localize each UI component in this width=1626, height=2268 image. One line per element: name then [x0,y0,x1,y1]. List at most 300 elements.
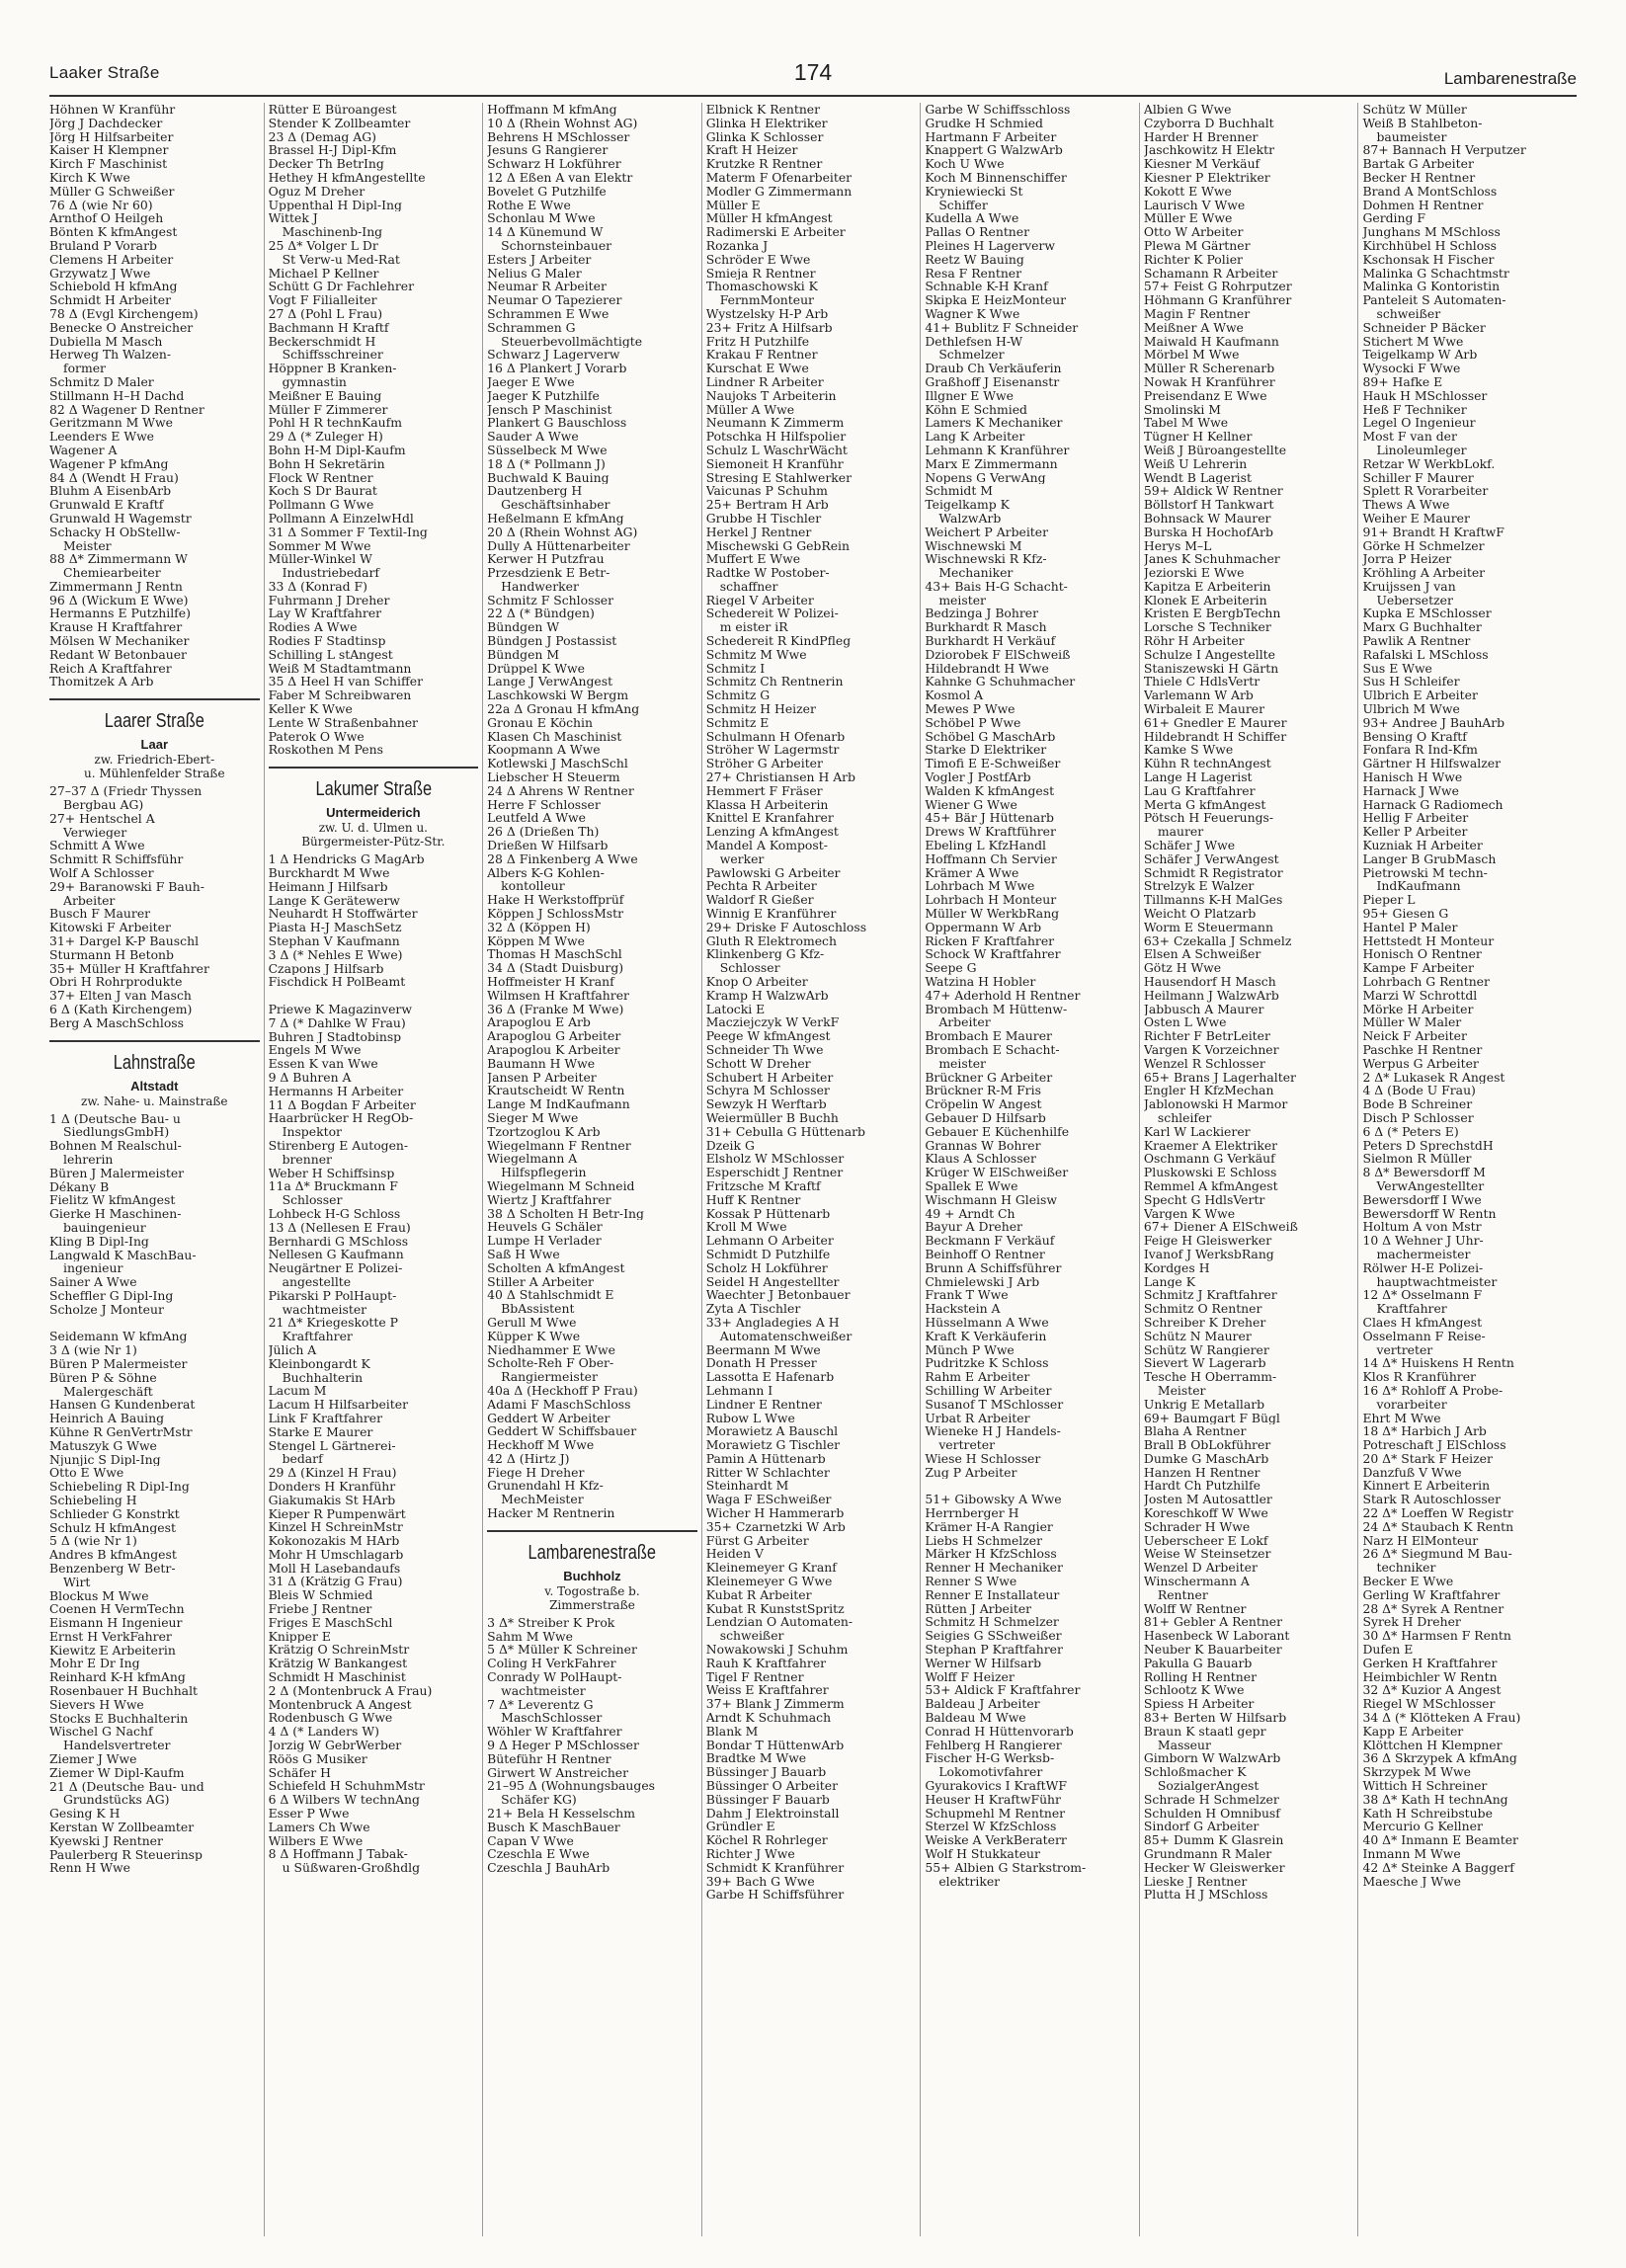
directory-entry: 55+ Albien G Starkstrom- [925,1860,1087,1875]
directory-entry: Liebs H Schmelzer [925,1533,1043,1548]
directory-entry: Nowakowski J Schuhm [705,1643,849,1657]
directory-entry: Starke E Maurer [268,1424,373,1439]
directory-entry: Koreschkoff W Wwe [1143,1506,1268,1520]
directory-entry: Berg A MaschSchloss [49,1015,185,1030]
directory-entry: Ehrt M Wwe [1362,1411,1441,1425]
directory-entry: Gesing K H [49,1807,121,1822]
directory-entry: Mörke H Arbeiter [1362,1002,1474,1016]
directory-entry: Fiege H Dreher [487,1465,585,1480]
directory-entry: Heß F Techniker [1362,402,1467,417]
directory-entry: Karl W Lackierer [1143,1124,1251,1139]
directory-entry: Mercurio G Kellner [1362,1820,1483,1834]
directory-entry: Osselmann F Reise- [1362,1329,1486,1343]
directory-entry: Uppenthal H Dipl-Ing [268,198,402,212]
directory-entry: Schmitt R Schiffsführ [49,852,184,867]
directory-entry: Kuzniak H Arbeiter [1362,839,1483,852]
directory-entry: Brombach M Hüttenw- [925,1002,1068,1016]
directory-entry: bedarf [282,1452,323,1467]
directory-entry: Lehmann K Kranführer [925,443,1070,457]
directory-entry: Renner E Installateur [925,1587,1060,1602]
directory-entry: 89+ Hafke E [1362,374,1443,389]
directory-entry: Ivanof J WerksbRang [1143,1247,1274,1261]
directory-entry: Latocki E [705,1002,766,1016]
directory-entry: Riegel W MSchlosser [1362,1697,1496,1712]
directory-entry: Müller E Wwe [1143,211,1233,226]
directory-entry: Feige H Gleiswerker [1143,1234,1272,1248]
directory-entry: Stender K Zollbeamter [268,116,411,130]
district-name: Untermeiderich [326,805,421,821]
directory-entry: Stephan V Kaufmann [268,934,400,948]
directory-entry: Mischewski G GebRein [705,538,850,553]
directory-entry: 38 Δ Scholten H Betr-Ing [487,1206,644,1221]
directory-entry: Langwald K MaschBau- [49,1248,197,1262]
directory-entry: Heßelmann E kfmAng [487,511,624,526]
directory-entry: Klaus A Schlosser [925,1152,1036,1167]
directory-entry: Büssinger F Bauarb [705,1792,830,1807]
directory-entry: Schiebold H kfmAng [49,280,178,294]
directory-entry: Kossak P Hüttenarb [705,1206,831,1221]
directory-entry: werker [719,851,765,866]
directory-entry: Wiegelmann A [487,1152,578,1167]
directory-entry: techniker [1376,1561,1436,1576]
directory-entry: Janes K Schuhmacher [1143,552,1280,567]
directory-entry: Kapp E Arbeiter [1362,1724,1464,1739]
directory-entry: Malinka G Kontoristin [1362,280,1501,294]
directory-entry: 25 Δ* Volger L Dr [268,238,378,253]
directory-entry: Engels M Wwe [268,1043,362,1058]
directory-entry: Stark R Autoschlosser [1362,1493,1502,1507]
directory-entry: Sterzel W KfzSchloss [925,1820,1057,1834]
directory-entry: Rauh K Kraftfahrer [705,1656,827,1670]
directory-entry: Schrammen E Wwe [487,306,610,321]
directory-entry: Graßhoff J Eisenanstr [925,374,1060,389]
directory-entry: Schütz W Müller [1362,103,1467,117]
directory-entry: Plutta H J MSchloss [1143,1888,1268,1903]
directory-entry: Schulz L WaschrWächt [705,443,848,457]
directory-entry: Sauder A Wwe [487,430,579,444]
directory-entry: Vargen K Wwe [1143,1206,1236,1221]
directory-entry: Rodies A Wwe [268,620,358,635]
directory-entry: Czeschla E Wwe [487,1847,590,1862]
directory-entry: Büteführ H Rentner [487,1751,611,1766]
directory-entry: Kraftfahrer [1376,1302,1447,1316]
directory-entry: Danzfuß V Wwe [1362,1465,1462,1480]
directory-entry: Tügner H Kellner [1143,430,1253,444]
directory-entry: Plankert G Bauschloss [487,416,627,431]
directory-entry: 96 Δ (Wickum E Wwe) [49,593,189,608]
directory-entry: Tesche H Oberramm- [1143,1370,1277,1384]
directory-entry: 34 Δ (Stadt Duisburg) [487,961,624,975]
directory-entry: Hoffmeister H Kranf [487,975,614,989]
directory-entry: Maiwald H Kaufmann [1143,334,1279,349]
directory-entry: Geritzmann M Wwe [49,416,173,431]
directory-entry: Weise W Steinsetzer [1143,1547,1271,1562]
directory-entry: Hildebrandt H Wwe [925,661,1049,676]
directory-entry: Pawlowski G Arbeiter [705,865,841,880]
directory-entry: 7 Δ* Leverentz G [487,1697,594,1712]
directory-entry: Panteleit S Automaten- [1362,293,1506,307]
directory-entry: 40 Δ* Inmann E Beamter [1362,1833,1518,1847]
page-number: 174 [793,59,833,85]
directory-entry: 42 Δ* Steinke A Baggerf [1362,1860,1514,1875]
directory-entry: Kristen E BergbTechn [1143,607,1281,621]
directory-entry: Schäfer H [268,1765,331,1780]
directory-entry: Ströher G Arbeiter [705,757,823,771]
directory-entry: Pamin A Hüttenarb [705,1451,826,1466]
directory-entry: vertreter [938,1438,996,1452]
directory-entry: Grundmann R Maler [1143,1847,1272,1861]
directory-entry: Brückner G Arbeiter [925,1070,1053,1085]
directory-entry: Vogt F Filialleiter [268,293,377,307]
directory-entry: Weicht O Platzarb [1143,907,1257,921]
directory-entry: Claes H kfmAngest [1362,1315,1483,1330]
directory-entry: Lohrbach M Wwe [925,879,1035,894]
directory-entry: Rafalski L MSchloss [1362,647,1489,662]
directory-entry: Baldeau J Arbeiter [925,1697,1040,1712]
directory-entry: Stichert M Wwe [1362,334,1464,349]
directory-entry: Schmitz I [705,661,766,676]
street-extent: zw. Nahe- u. Mainstraße [81,1094,228,1108]
directory-entry: Blank M [705,1724,759,1739]
directory-entry: Benzenberg W Betr- [49,1561,176,1576]
directory-entry: Geschäftsinhaber [501,498,610,512]
directory-entry: Pollmann A EinzelwHdl [268,511,414,526]
directory-entry: 45+ Bär J Hüttenarb [925,811,1054,826]
street-extent: Zimmerstraße [549,1597,635,1612]
directory-entry: Kirch F Maschinist [49,157,168,171]
directory-entry: Kyewski J Rentner [49,1833,163,1848]
directory-entry: Knittel E Kranfahrer [705,811,834,826]
directory-entry: Marx E Zimmermann [925,456,1058,471]
directory-entry: Brall B ObLokführer [1143,1438,1271,1452]
street-name: Laarer Straße [104,710,204,733]
directory-entry: Drews W Kraftführer [925,825,1056,840]
directory-entry: Sielmon R Müller [1362,1152,1472,1167]
directory-entry: Schiefeld H SchuhmMstr [268,1779,425,1794]
directory-entry: 38 Δ* Kath H technAng [1362,1792,1508,1807]
directory-entry: Lange K [1143,1274,1195,1289]
directory-entry: Bewersdorff W Rentn [1362,1206,1497,1221]
directory-entry: Schneider P Bäcker [1362,320,1486,335]
directory-entry: Fritz H Putzhilfe [705,334,810,349]
directory-entry: Remmel A kfmAngest [1143,1178,1278,1193]
directory-entry: Wenzel R Schlosser [1143,1056,1265,1071]
directory-entry: Seidemann W kfmAng [49,1330,188,1344]
directory-entry: Jansen P Arbeiter [487,1070,597,1085]
directory-entry: Automatenschweißer [719,1329,853,1343]
directory-entry: Kinnert E Arbeiterin [1362,1479,1491,1494]
directory-entry: 14 Δ* Huiskens H Rentn [1362,1356,1514,1371]
directory-entry: Lamers Ch Wwe [268,1820,370,1834]
directory-entry: Harnack J Wwe [1362,783,1459,798]
directory-entry: Pakulla G Bauarb [1143,1656,1253,1670]
directory-entry: Ziemer J Wwe [49,1752,137,1766]
directory-entry: Weiß J Büroangestellte [1143,443,1287,457]
directory-entry: Pleines H Lagerverw [925,238,1055,253]
directory-entry: Lange K Gerätewerw [268,893,400,908]
directory-entry: Matuszyk G Wwe [49,1438,157,1453]
directory-entry: Garbe H Schiffsführer [705,1888,845,1903]
directory-entry: Schupmehl M Rentner [925,1806,1066,1821]
directory-entry: Schäfer J VerwAngest [1143,851,1279,866]
directory-entry: Lau G Kraftfahrer [1143,783,1256,798]
directory-entry: Beckerschmidt H [268,334,376,349]
directory-entry: Disch P Schlosser [1362,1110,1474,1125]
directory-entry: Mörbel M Wwe [1143,348,1240,363]
directory-entry: 21+ Bela H Kesselschm [487,1807,636,1821]
directory-entry: 7 Δ (* Dahlke W Frau) [268,1015,406,1030]
directory-entry: Stocks E Buchhalterin [49,1711,189,1726]
directory-entry: Bewersdorff I Wwe [1362,1192,1482,1207]
header-rule [49,95,1577,97]
directory-entry: Faber M Schreibwaren [268,688,412,703]
street-extent: v. Togostraße b. [544,1583,640,1598]
directory-entry: Brombach E Schacht- [925,1042,1060,1057]
directory-entry: Most F van der [1362,430,1457,444]
directory-entry: Montenbruck A Angest [268,1697,412,1712]
directory-entry: Schöbel P Wwe [925,715,1021,730]
directory-entry: Höppner B Kranken- [268,362,397,375]
directory-entry: Pikarski P PolHaupt- [268,1288,397,1303]
directory-entry: Kotlewski J MaschSchl [487,757,628,771]
directory-entry: Seepe G [925,961,977,975]
directory-entry: Wischel G Nachf [49,1725,153,1740]
street-heading [49,1040,260,1108]
directory-entry: Harder H Brenner [1143,129,1259,144]
directory-entry: Pluskowski E Schloss [1143,1166,1277,1179]
directory-entry: Arndt K Schuhmach [705,1711,832,1725]
directory-entry: 24 Δ Ahrens W Rentner [487,783,634,798]
directory-entry: 53+ Aldick F Kraftfahrer [925,1683,1081,1698]
directory-column [49,103,264,2236]
directory-entry: Radimerski E Arbeiter [705,225,846,239]
directory-entry: Hanzen H Rentner [1143,1465,1260,1480]
directory-entry: Stirenberg E Autogen- [268,1138,409,1153]
directory-entry: Baldeau M Wwe [925,1711,1026,1725]
directory-entry: Arapoglou E Arb [487,1015,591,1030]
directory-entry: Kath H Schreibstube [1362,1806,1493,1821]
directory-entry: Koch U Wwe [925,157,1005,171]
directory-entry: Unkrig E Metallarb [1143,1397,1265,1412]
directory-entry: Schmidt K Kranführer [705,1860,845,1875]
directory-entry: Wolff W Rentner [1143,1601,1247,1616]
directory-entry: 2 Δ (Montenbruck A Frau) [268,1683,433,1698]
directory-entry: Timofi E E-Schweißer [925,757,1061,771]
directory-entry: Sainer A Wwe [49,1275,137,1289]
directory-entry: Schütt G Dr Fachlehrer [268,280,415,294]
directory-entry: Müller G Schweißer [49,184,175,199]
directory-entry: Handelsvertreter [63,1739,171,1753]
directory-entry: Schmitz G [705,688,771,703]
directory-entry: Pötsch H Feuerungs- [1143,811,1274,826]
directory-entry: Dahm J Elektroinstall [705,1806,840,1821]
directory-entry: Kleinemeyer G Wwe [705,1575,833,1588]
directory-entry: Glinka K Schlosser [705,129,824,144]
directory-entry: Kryniewiecki St [925,184,1023,199]
directory-entry: Jabbusch A Maurer [1143,1002,1264,1016]
directory-entry: Schiffer [938,198,988,212]
directory-entry: Arnthof O Heilgeh [49,211,164,226]
directory-entry: 87+ Bannach H Verputzer [1362,143,1526,158]
directory-entry: u Süßwaren-Großhdlg [282,1861,421,1876]
directory-entry: Kubat R Arbeiter [705,1587,812,1602]
directory-entry: 47+ Aderhold H Rentner [925,988,1081,1003]
directory-entry: 31 Δ Sommer F Textil-Ing [268,525,428,539]
directory-entry: 65+ Brans J Lagerhalter [1143,1070,1296,1085]
directory-entry: Wysocki F Wwe [1362,362,1461,375]
directory-entry: Klinkenberg G Kfz- [705,947,825,962]
directory-entry: 33+ Angladegies A H [705,1315,840,1330]
directory-entry: 3 Δ* Streiber K Prok [487,1615,615,1630]
directory-entry: maurer [1157,825,1204,840]
directory-entry: baumeister [1376,129,1447,144]
directory-entry: Kleinbongardt K [268,1356,370,1371]
directory-entry: Smolinski M [1143,402,1221,417]
directory-entry: Lohbeck H-G Schloss [268,1206,401,1221]
directory-entry: Bensing O Kraftf [1362,729,1467,744]
directory-entry: Morawietz G Tischler [705,1438,841,1452]
directory-entry: Krämer H-A Rangier [925,1519,1053,1534]
directory-entry: 27 Δ (Pohl L Frau) [268,306,383,321]
directory-entry: Lange J VerwAngest [487,675,613,689]
directory-entry: 31+ Cebulla G Hüttenarb [705,1124,865,1139]
directory-entry: Riegel V Arbeiter [705,593,814,608]
directory-entry: 26 Δ (Drießen Th) [487,825,600,840]
directory-entry: Kamke S Wwe [1143,743,1234,758]
directory-entry: Hantel P Maler [1362,920,1458,934]
directory-entry: 1 Δ (Deutsche Bau- u [49,1111,181,1126]
directory-entry: Busch K MaschBauer [487,1820,620,1834]
directory-entry: Dékany B [49,1179,110,1194]
directory-entry: Verwieger [63,825,127,840]
directory-entry: Steinhardt M [705,1479,789,1494]
directory-entry: Bergbau AG) [63,798,144,812]
directory-entry: wachtmeister [501,1683,586,1698]
directory-entry: Esters J Arbeiter [487,252,592,267]
directory-entry: Winschermann A [1143,1575,1250,1588]
directory-entry: Wiese H Schlosser [925,1451,1041,1466]
directory-entry: Kokott E Wwe [1143,184,1232,199]
directory-entry: Ulbrich M Wwe [1362,702,1460,716]
directory-entry: 20 Δ* Stark F Heizer [1362,1451,1493,1466]
directory-entry: 16 Δ* Rohloff A Probe- [1362,1383,1504,1398]
directory-entry: Modler G Zimmermann [705,184,853,199]
directory-entry: Syrek H Dreher [1362,1615,1461,1630]
directory-entry: 21 Δ* Kriegeskotte P [268,1316,398,1331]
directory-columns [49,103,1577,2236]
directory-entry: Röhr H Arbeiter [1143,634,1245,648]
directory-entry: 21–95 Δ (Wohnungsbauges [487,1779,656,1794]
directory-entry: Hecker W Gleiswerker [1143,1860,1285,1875]
directory-entry: Kampe F Arbeiter [1362,961,1474,975]
directory-entry: Ricken F Kraftfahrer [925,933,1055,948]
directory-entry: Thomitzek A Arb [49,675,154,689]
directory-entry [269,989,479,1003]
directory-entry: Sus H Schleifer [1362,675,1460,689]
directory-entry: 61+ Gnedler E Maurer [1143,715,1287,730]
directory-entry: Keller P Arbeiter [1362,825,1468,840]
directory-entry: Jensch P Maschinist [487,402,612,417]
directory-entry: Fonfara R Ind-Kfm [1362,743,1478,758]
directory-entry: Richter J Wwe [705,1847,795,1861]
directory-entry: IndKaufmann [1376,879,1461,894]
directory-entry: 18 Δ (* Pollmann J) [487,456,606,471]
directory-entry: Wolf A Schlosser [49,866,154,880]
directory-entry: VerwAngestellter [1376,1178,1485,1193]
directory-entry: 6 Δ (* Peters E) [1362,1124,1459,1139]
directory-entry: Neumann K Zimmerm [705,416,845,431]
directory-entry: Schröder E Wwe [705,252,811,267]
directory-entry: Krakau F Rentner [705,348,818,363]
directory-entry: Seidel H Angestellter [705,1274,840,1289]
directory-entry: Garbe W Schiffsschloss [925,103,1071,117]
directory-entry: Rangiermeister [501,1370,598,1384]
directory-entry: Schnable K-H Kranf [925,280,1048,294]
directory-entry: Ströher W Lagermstr [705,743,840,758]
directory-column [701,103,921,2236]
directory-entry: Donath H Presser [705,1356,817,1371]
directory-entry: 26 Δ* Siegmund M Bau- [1362,1547,1512,1562]
directory-entry: Lokomotivfahrer [938,1765,1043,1780]
directory-entry: Grunwald E Kraftf [49,498,164,512]
directory-entry: Albien G Wwe [1143,103,1232,117]
directory-entry: Nelius G Maler [487,266,582,281]
directory-entry: Grunwald H Wagemstr [49,511,192,526]
directory-entry: Kröhling A Arbeiter [1362,566,1486,580]
directory-entry: Müller F Zimmerer [268,402,388,417]
directory-entry: Schmidt H Arbeiter [49,293,172,307]
directory-entry: Skipka E HeizMonteur [925,293,1066,307]
directory-entry: Koch S Dr Baurat [268,484,377,499]
directory-entry: Bartak G Arbeiter [1362,157,1474,171]
directory-entry: Schlosser [282,1193,343,1207]
directory-entry: Lay W Kraftfahrer [268,607,382,621]
directory-entry: Neugärtner E Polizei- [268,1261,403,1275]
directory-entry: Köhn E Schmied [925,402,1027,417]
directory-entry: 84 Δ (Wendt H Frau) [49,470,179,485]
directory-entry: Reetz W Bauing [925,252,1024,267]
directory-entry: 40a Δ (Heckhoff P Frau) [487,1383,638,1398]
directory-entry: Kruijssen J van [1362,579,1456,594]
directory-entry: Lacum H Hilfsarbeiter [268,1398,408,1412]
directory-entry: Wiertz J Kraftfahrer [487,1192,611,1207]
directory-entry: Schrade H Schmelzer [1143,1792,1279,1807]
directory-entry: Mandel A Kompost- [705,839,828,852]
directory-entry: Meißner A Wwe [1143,320,1244,335]
directory-entry: Roskothen M Pens [268,743,383,758]
directory-entry: Herrnberger H [925,1506,1019,1520]
directory-entry: Pawlik A Rentner [1362,634,1471,648]
directory-entry: Sommer M Wwe [268,538,371,553]
directory-entry: Pollmann G Wwe [268,498,374,512]
directory-entry: Radtke W Postober- [705,566,830,580]
directory-entry: 4 Δ (Bode U Frau) [1362,1084,1476,1098]
directory-entry: Meister [1157,1383,1206,1398]
directory-entry: 41+ Bublitz F Schneider [925,320,1079,335]
directory-entry: Krätzig W Bankangest [268,1657,408,1671]
directory-entry: Knappert G WalzwArb [925,143,1063,158]
directory-entry: Donders H Kranführ [268,1479,396,1494]
directory-entry: Rölwer H-E Polizei- [1362,1260,1484,1275]
directory-entry: Burkhardt H Verkäuf [925,634,1056,648]
directory-entry: Jörg H Hilfsarbeiter [49,129,174,144]
directory-entry: Conrad H Hüttenvorarb [925,1724,1074,1739]
directory-entry: Laschkowski W Bergm [487,688,629,703]
directory-entry: Kühn R technAngest [1143,757,1271,771]
directory-entry: Draub Ch Verkäuferin [925,362,1062,375]
directory-entry: Potschka H Hilfspolier [705,430,847,444]
directory-entry: Pudritzke K Schloss [925,1356,1049,1371]
